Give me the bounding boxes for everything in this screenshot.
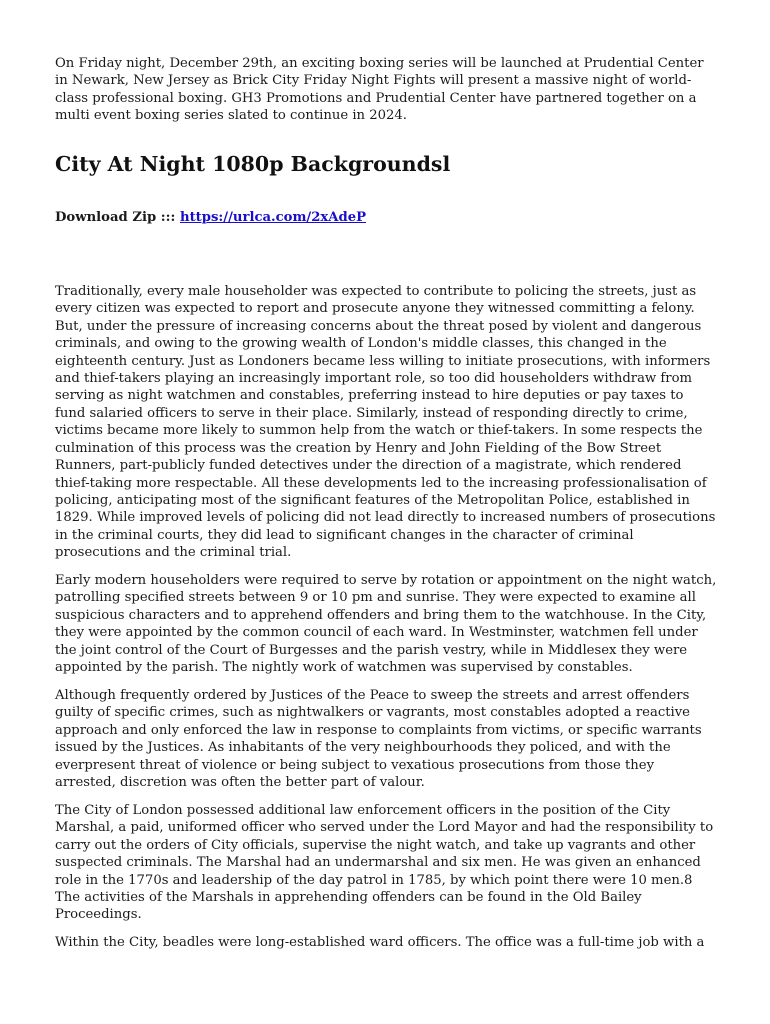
body-paragraph: The City of London possessed additional law enforcement officers in the position of the City Marshal, a paid, uniformed officer who served under the Lord Mayor and had the responsibility to carry out the orders of City officials, supervise the night watch, and take up vagrants and other suspected criminals. The Marshal had an undermarshal and six men. He was given an enhanced role in the 1770s and leadership of the day patrol in 1785, by which point there were 10 men.8 The activities of the Marshals in apprehending offenders can be found in the Old Bailey Proceedings. (55, 802, 714, 923)
body-paragraph: Traditionally, every male householder was expected to contribute to policing the streets, just as every citizen was expected to report and prosecute anyone they witnessed committing a felony. But, under the pressure of increasing concerns about the threat posed by violent and dangerous criminals, and owing to the growing wealth of London's middle classes, this changed in the eighteenth century. Just as Londoners became less willing to initiate prosecutions, with informers and thief-takers playing an increasingly important role, so too did householders withdraw from serving as night watchmen and constables, preferring instead to hire deputies or pay taxes to fund salaried officers to serve in their place. Similarly, instead of responding directly to crime, victims became more likely to summon help from the watch or thief-takers. In some respects the culmination of this process was the creation by Henry and John Fielding of the Bow Street Runners, part-publicly funded detectives under the direction of a magistrate, which rendered thief-taking more respectable. All these developments led to the increasing professionalisation of policing, anticipating most of the significant features of the Metropolitan Police, established in 1829. While improved levels of policing did not lead directly to increased numbers of prosecutions in the criminal courts, they did lead to significant changes in the character of criminal prosecutions and the criminal trial. (55, 284, 716, 561)
body-paragraph: Early modern householders were required to serve by rotation or appointment on the night watch, patrolling specified streets between 9 or 10 pm and sunrise. They were expected to examine all suspicious characters and to apprehend offenders and bring them to the watchhouse. In the City, they were appointed by the common council of each ward. In Westminster, watchmen fell under the joint control of the Court of Burgesses and the parish vestry, while in Middlesex they were appointed by the parish. The nightly work of watchmen was supervised by constables. (55, 573, 717, 676)
download-label: Download Zip ::: (55, 209, 180, 225)
download-line (55, 209, 717, 226)
download-link[interactable]: https://urlca.com/2xAdeP (179, 209, 367, 225)
intro-paragraph: On Friday night, December 29th, an exciting boxing series will be launched at Prudential Center in Newark, New Jersey as Brick City Friday Night Fights will present a massive night of world-class professional boxing. GH3 Promotions and Prudential Center have partnered together on a multi event boxing series slated to continue in 2024. (55, 56, 704, 124)
document-page (55, 55, 717, 962)
page-title: City At Night 1080p Backgroundsl (55, 151, 451, 176)
body-paragraph: Within the City, beadles were long-established ward officers. The office was a full-time job with a (55, 935, 705, 951)
body-paragraph: Although frequently ordered by Justices of the Peace to sweep the streets and arrest offenders guilty of specific crimes, such as nightwalkers or vagrants, most constables adopted a reactive approach and only enforced the law in response to complaints from victims, or specific warrants issued by the Justices. As inhabitants of the very neighbourhoods they policed, and with the everpresent threat of violence or being subject to vexatious prosecutions from those they arrested, discretion was often the better part of valour. (55, 687, 702, 790)
